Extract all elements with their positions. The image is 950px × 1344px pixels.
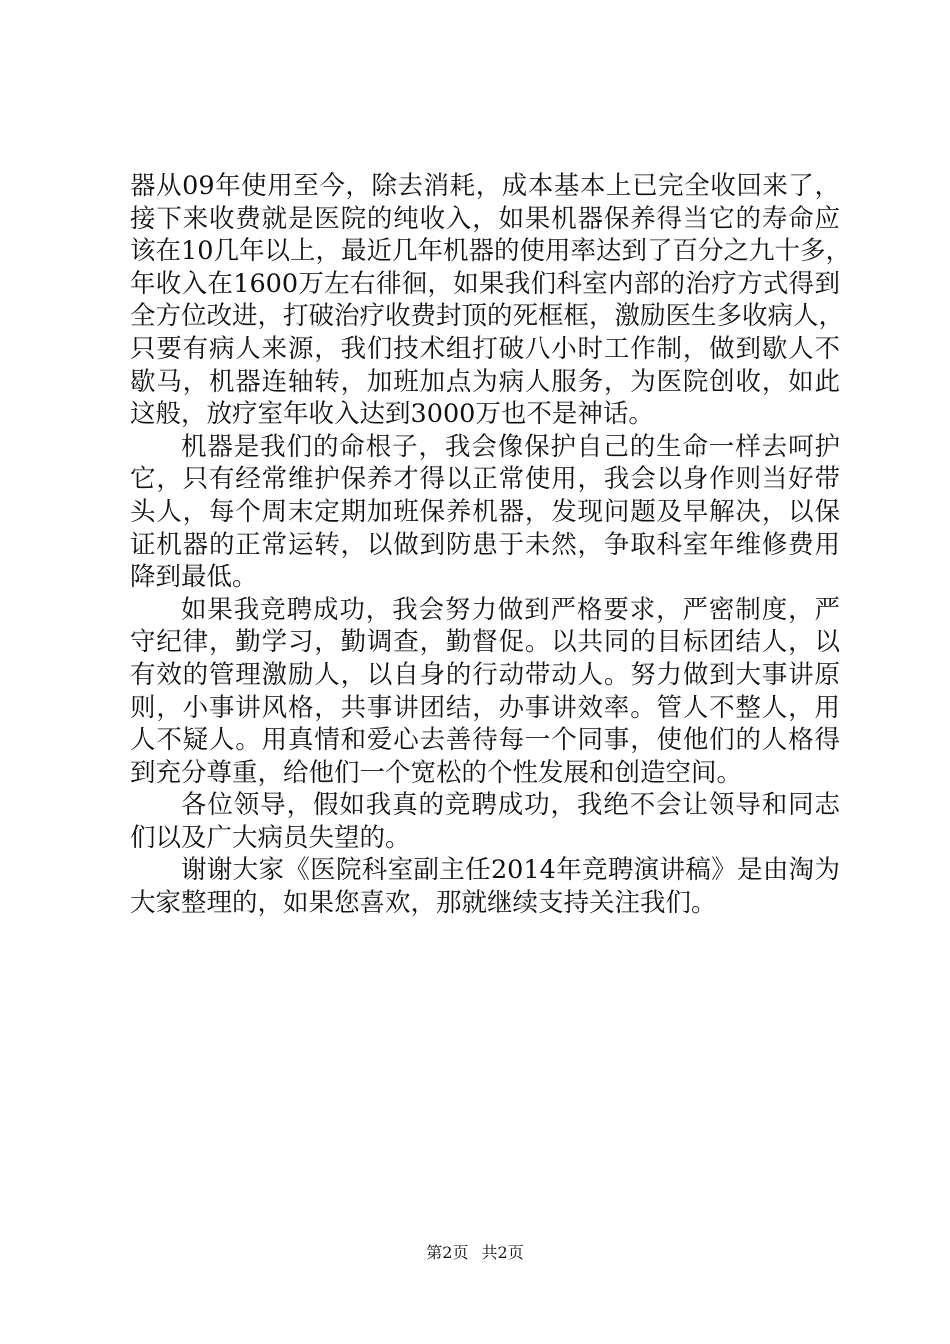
text-line: 头人，每个周末定期加班保养机器，发现问题及早解决，以保 <box>130 496 840 527</box>
text-line: 各位领导，假如我真的竞聘成功，我绝不会让领导和同志 <box>181 790 840 821</box>
text-line: 机器是我们的命根子，我会像保护自己的生命一样去呵护 <box>181 431 840 462</box>
text-line: 谢谢大家《医院科室副主任2014年竞聘演讲稿》是由淘为 <box>181 855 840 886</box>
text-line: 守纪律，勤学习，勤调查，勤督促。以共同的目标团结人，以 <box>130 627 840 658</box>
page-total: 共2页 <box>481 1243 524 1262</box>
page-footer <box>0 1243 950 1263</box>
text-line: 它，只有经常维护保养才得以正常使用，我会以身作则当好带 <box>130 464 840 495</box>
text-line: 全方位改进，打破治疗收费封顶的死框框，激励医生多收病人， <box>130 301 845 332</box>
text-line: 人不疑人。用真情和爱心去善待每一个同事，使他们的人格得 <box>130 725 840 756</box>
text-line: 歇马，机器连轴转，加班加点为病人服务，为医院创收，如此 <box>130 366 840 397</box>
text-line: 只要有病人来源，我们技术组打破八小时工作制，做到歇人不 <box>130 333 840 364</box>
text-line: 年收入在1600万左右徘徊，如果我们科室内部的治疗方式得到 <box>130 268 840 299</box>
text-line: 该在10几年以上，最近几年机器的使用率达到了百分之九十多， <box>130 236 851 267</box>
text-line: 如果我竞聘成功，我会努力做到严格要求，严密制度，严 <box>181 594 840 625</box>
text-line: 大家整理的，如果您喜欢，那就继续支持关注我们。 <box>130 888 717 919</box>
text-line: 到充分尊重，给他们一个宽松的个性发展和创造空间。 <box>130 757 743 788</box>
text-line: 们以及广大病员失望的。 <box>130 822 411 853</box>
text-line: 证机器的正常运转，以做到防患于未然，争取科室年维修费用 <box>130 529 840 560</box>
page-number: 第2页 <box>426 1243 469 1262</box>
text-line: 这般，放疗室年收入达到3000万也不是神话。 <box>130 399 654 430</box>
text-line: 有效的管理激励人，以自身的行动带动人。努力做到大事讲原 <box>130 659 840 690</box>
document-body <box>130 170 851 920</box>
text-line: 接下来收费就是医院的纯收入，如果机器保养得当它的寿命应 <box>130 203 840 234</box>
text-line: 降到最低。 <box>130 562 258 593</box>
text-line: 则，小事讲风格，共事讲团结，办事讲效率。管人不整人，用 <box>130 692 840 723</box>
text-line: 器从09年使用至今，除去消耗，成本基本上已完全收回来了， <box>130 171 840 201</box>
